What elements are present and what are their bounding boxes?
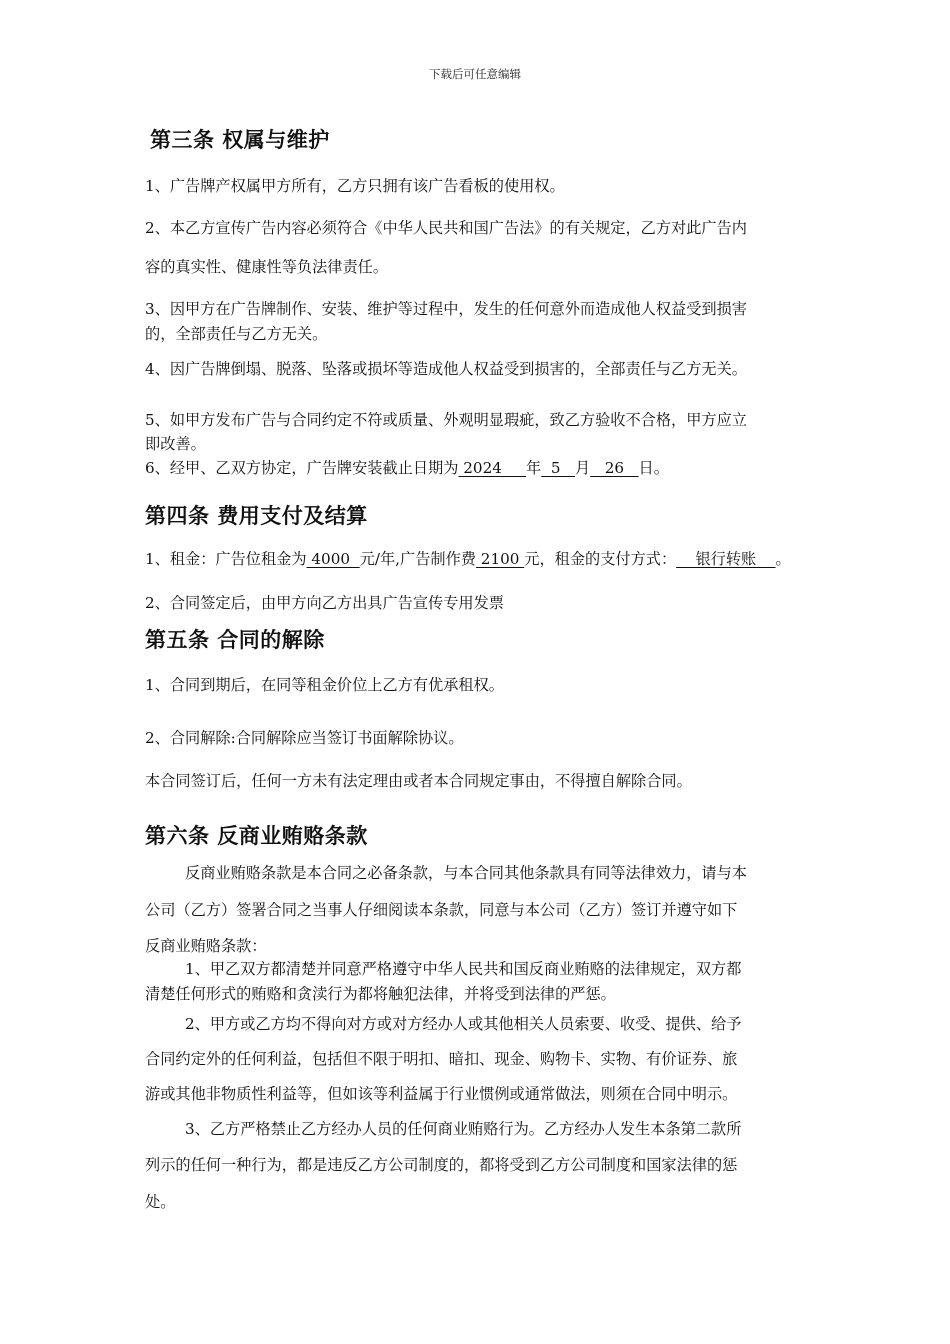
section-3-title: 第三条 权属与维护 (150, 128, 330, 152)
day-unit: 日。 (638, 459, 669, 477)
s5-clause-1: 1、合同到期后，在同等租金价位上乙方有优承租权。 (145, 676, 504, 694)
s3-clause-3-line-2: 的，全部责任与乙方无关。 (145, 325, 328, 343)
s3-clause-2-line-1: 2、本乙方宣传广告内容必须符合《中华人民共和国广告法》的有关规定，乙方对此广告内 (145, 219, 747, 237)
rent-amount: 4000 (306, 550, 360, 568)
s3-clause-4: 4、因广告牌倒塌、脱落、坠落或损坏等造成他人权益受到损害的，全部责任与乙方无关。 (145, 360, 747, 378)
page-header: 下载后可任意编辑 (429, 67, 521, 81)
s6-intro-line-2: 公司（乙方）签署合同之当事人仔细阅读本条款，同意与本公司（乙方）签订并遵守如下 (145, 901, 738, 919)
s3-clause-6 (145, 457, 669, 478)
clause-end: 。 (775, 550, 791, 568)
s6-clause-2-line-1: 2、甲方或乙方均不得向对方或对方经办人或其他相关人员索要、收受、提供、给予 (185, 1015, 742, 1033)
s6-clause-3-line-1: 3、乙方严格禁止乙方经办人员的任何商业贿赂行为。乙方经办人发生本条第二款所 (185, 1120, 742, 1138)
deadline-day: 26 (590, 459, 639, 477)
payment-method: 银行转账 (676, 550, 776, 568)
s3-clause-6-prefix: 6、经甲、乙双方协定，广告牌安装截止日期为 (145, 459, 459, 477)
rent-unit: 元/年,广告制作费 (359, 550, 476, 568)
s5-clause-2: 2、合同解除:合同解除应当签订书面解除协议。 (145, 729, 464, 747)
s3-clause-1: 1、广告牌产权属甲方所有，乙方只拥有该广告看板的使用权。 (145, 177, 565, 195)
s6-clause-3-line-2: 列示的任何一种行为，都是违反乙方公司制度的，都将受到乙方公司制度和国家法律的惩 (145, 1156, 738, 1174)
year-unit: 年 (526, 459, 542, 477)
s6-clause-2-line-3: 游或其他非物质性利益等，但如该等利益属于行业惯例或通常做法，则须在合同中明示。 (145, 1085, 738, 1103)
s3-clause-2-line-2: 容的真实性、健康性等负法律责任。 (145, 258, 388, 276)
s3-clause-3-line-1: 3、因甲方在广告牌制作、安装、维护等过程中，发生的任何意外而造成他人权益受到损害 (145, 300, 747, 318)
s6-intro-line-1: 反商业贿赂条款是本合同之必备条款，与本合同其他条款具有同等法律效力，请与本 (185, 864, 747, 882)
s3-clause-5-line-2: 即改善。 (145, 435, 206, 453)
s6-clause-2-line-2: 合同约定外的任何利益，包括但不限于明扣、暗扣、现金、购物卡、实物、有价证券、旅 (145, 1050, 738, 1068)
rent-prefix: 1、租金：广告位租金为 (145, 550, 307, 568)
payment-method-label: 元，租金的支付方式： (524, 550, 677, 568)
section-4-title: 第四条 费用支付及结算 (145, 504, 368, 528)
production-fee: 2100 (475, 550, 525, 568)
s6-intro-line-3: 反商业贿赂条款： (145, 937, 267, 955)
month-unit: 月 (575, 459, 591, 477)
deadline-year: 2024 (458, 459, 527, 477)
s6-clause-3-line-3: 处。 (145, 1193, 176, 1211)
s4-clause-1 (145, 548, 791, 569)
s5-note: 本合同签订后，任何一方未有法定理由或者本合同规定事由，不得擅自解除合同。 (145, 772, 692, 790)
section-6-title: 第六条 反商业贿赂条款 (145, 824, 368, 848)
deadline-month: 5 (541, 459, 576, 477)
section-5-title: 第五条 合同的解除 (145, 628, 325, 652)
s6-clause-1-line-1: 1、甲乙双方都清楚并同意严格遵守中华人民共和国反商业贿赂的法律规定，双方都 (185, 960, 742, 978)
s3-clause-5-line-1: 5、如甲方发布广告与合同约定不符或质量、外观明显瑕疵，致乙方验收不合格，甲方应立 (145, 411, 747, 429)
s4-clause-2: 2、合同签定后，由甲方向乙方出具广告宣传专用发票 (145, 594, 504, 612)
s6-clause-1-line-2: 清楚任何形式的贿赂和贪渎行为都将触犯法律，并将受到法律的严惩。 (145, 985, 616, 1003)
